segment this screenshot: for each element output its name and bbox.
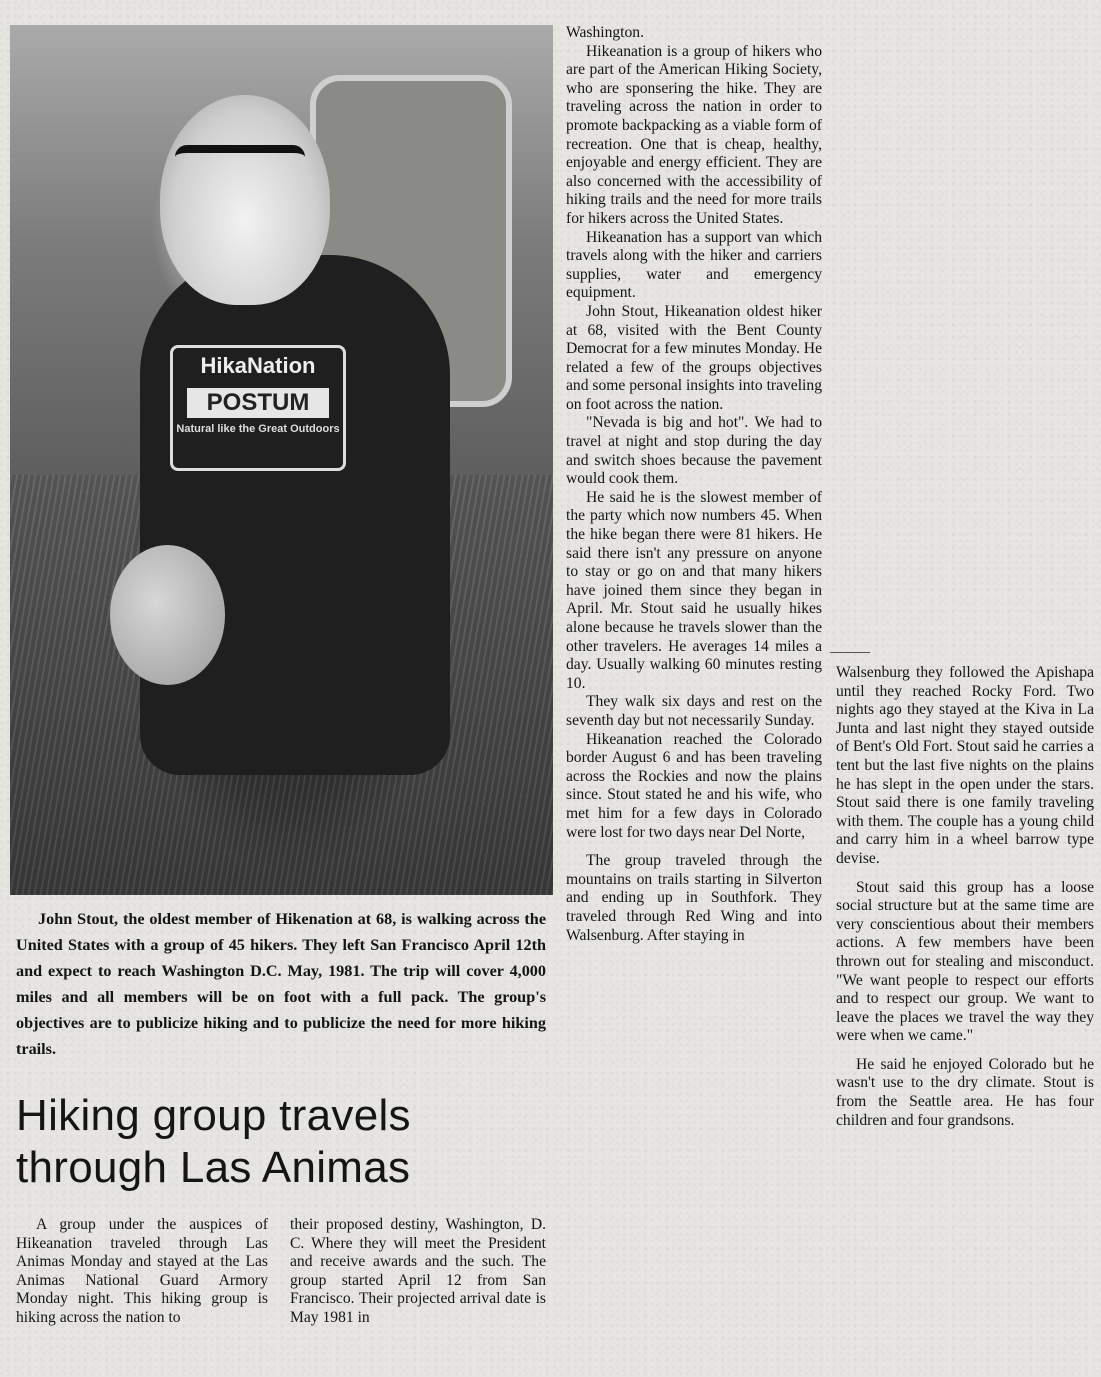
article-paragraph: Walsenburg they followed the Apishapa until they reached Rocky Ford. Two nights ago they stayed at the Kiva in La Junta and last night they stayed outside of Bent's Old Fort. Stout said he carries a tent but the last five nights on the plains he has slept in the open under the stars. Stout said there is one family traveling with them. The couple has a young child and carry him in a wheel barrow type devise.	[836, 664, 1094, 867]
article-paragraph: Stout said this group has a loose social structure but at the same time are very conscientious about their members actions. A few members have been thrown out for stealing and misconduct. "We want people to respect our efforts and to respect our group. We want to leave the places we travel the way they were when we came."	[836, 878, 1094, 1045]
shirt-logo	[170, 345, 346, 471]
photo-caption-text: John Stout, the oldest member of Hikenation at 68, is walking across the United States with a group of 45 hikers. They left San Francisco April 12th and expect to reach Washington D.C. May, 1981. The trip will cover 4,000 miles and all members will be on foot with a full pack. The group's objectives are to publicize hiking and to publicize the need for more hiking trails.	[16, 910, 546, 1058]
shirt-logo-line3: Natural like the Great Outdoors	[176, 423, 340, 435]
article-paragraph: They walk six days and rest on the seventh day but not necessarily Sunday.	[566, 693, 822, 729]
article-paragraph: their proposed destiny, Washington, D. C. Where they will meet the President and receive awards and the such. The group started April 12 from San Francisco. Their projected arrival date is May 1981 in	[290, 1216, 546, 1326]
photo-caption	[16, 906, 546, 1062]
hiker-photo	[10, 25, 553, 895]
photo-hiker-head	[160, 95, 330, 305]
article-paragraph: The group traveled through the mountains on trails starting in Silverton and ending up in Southfork. They traveled through Red Wing and into Walsenburg. After staying in	[566, 852, 822, 944]
article-paragraph: John Stout, Hikeanation oldest hiker at 68, visited with the Bent County Democrat for a few minutes Monday. He related a few of the groups objectives and some personal insights into traveling on foot across the nation.	[566, 302, 822, 413]
shirt-logo-line2: POSTUM	[187, 388, 329, 418]
article-paragraph: He said he enjoyed Colorado but he wasn't use to the dry climate. Stout is from the Seattle area. He has four children and four grandsons.	[836, 1055, 1094, 1129]
article-paragraph: He said he is the slowest member of the party which now numbers 45. When the hike began there were 81 hikers. He said there isn't any pressure on anyone to stay or go on and that many hikers have joined them since they began in April. Mr. Stout said he usually hikes alone because he travels slower than the other travelers. He averages 14 miles a day. Usually walking 60 minutes resting 10.	[566, 488, 822, 692]
article-paragraph: Hikeanation reached the Colorado border August 6 and has been traveling across the Rockies and now the plains since. Stout stated he and his wife, who met him for a few days in Colorado were lost for two days near Del Norte,	[566, 730, 822, 841]
shirt-logo-line1: HikaNation	[200, 353, 316, 378]
article-paragraph: A group under the auspices of Hikeanation traveled through Las Animas Monday and stayed at the Las Animas National Guard Armory Monday night. This hiking group is hiking across the nation to	[16, 1216, 268, 1326]
article-paragraph: Hikeanation has a support van which travels along with the hiker and carriers supplies, water and emergency equipment.	[566, 228, 822, 302]
article-column-4	[836, 664, 1094, 1130]
article-paragraph: Hikeanation is a group of hikers who are part of the American Hiking Society, who are sponsering the hike. They are traveling across the nation in order to promote backpacking as a viable form of recreation. One that is cheap, healthy, enjoyable and energy efficient. They are also concerned with the accessibility of hiking trails and the need for more trails for hikers across the United States.	[566, 42, 822, 227]
article-paragraph: "Nevada is big and hot". We had to travel at night and stop during the day and switch shoes because the pavement would cook them.	[566, 414, 822, 488]
article-headline: Hiking group travels through Las Animas	[16, 1091, 411, 1192]
column-rule	[830, 652, 870, 653]
article-column-3	[566, 24, 822, 945]
photo-hiker-body	[140, 255, 450, 775]
article-column-1	[16, 1216, 268, 1328]
article-paragraph: Washington.	[566, 24, 645, 41]
photo-hat	[110, 545, 225, 685]
photo-glasses	[175, 145, 305, 193]
article-column-2	[290, 1216, 546, 1328]
